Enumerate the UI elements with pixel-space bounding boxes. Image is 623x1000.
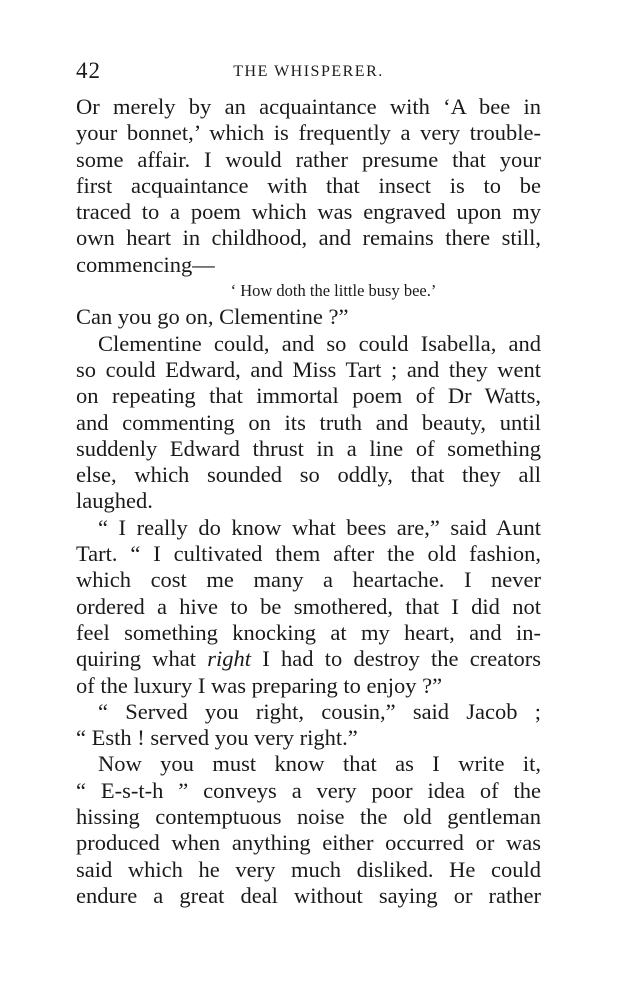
text-line: else, which sounded so oddly, that they all (76, 462, 541, 488)
text-line: Can you go on, Clementine ?” (76, 304, 349, 330)
text-line: traced to a poem which was engraved upon my (76, 199, 541, 225)
text-line: “ E-s-t-h ” conveys a very poor idea of the (76, 777, 541, 803)
text-line: commencing— (76, 251, 215, 277)
poem-quotation: ‘ How doth the little busy bee.’ (230, 281, 437, 301)
text-line: on repeating that immortal poem of Dr Watts, (76, 383, 541, 409)
body-text (76, 94, 541, 909)
text-line: Clementine could, and so could Isabella, and (98, 330, 541, 356)
page-number: 42 (76, 58, 101, 83)
running-title: THE WHISPERER. (233, 63, 384, 80)
text-line: own heart in childhood, and remains there still, (76, 225, 541, 251)
text-line: ordered a hive to be smothered, that I did not (76, 593, 541, 619)
text-line: feel something knocking at my heart, and in- (76, 619, 541, 645)
text-line: so could Edward, and Miss Tart ; and they went (76, 356, 541, 382)
text-line: said which he very much disliked. He could (76, 856, 541, 882)
text-line: endure a great deal without saying or rather (76, 882, 541, 908)
text-line: Now you must know that as I write it, (98, 751, 541, 777)
page-header (76, 56, 541, 86)
text-line: hissing contemptuous noise the old gentleman (76, 804, 541, 830)
text-line: Tart. “ I cultivated them after the old fashion, (76, 541, 541, 567)
text-line: “ Served you right, cousin,” said Jacob ; (98, 698, 541, 724)
text-line: your bonnet,’ which is frequently a very trouble- (76, 120, 541, 146)
text-line: first acquaintance with that insect is to be (76, 172, 541, 198)
text-line: some affair. I would rather presume that your (76, 146, 541, 172)
text-line-with-italic (76, 646, 541, 672)
text-line: produced when anything either occurred or was (76, 830, 541, 856)
text-segment: quiring what (76, 646, 208, 672)
text-segment: I had to destroy the creators (251, 646, 541, 672)
text-line: and commenting on its truth and beauty, until (76, 409, 541, 435)
text-line: suddenly Edward thrust in a line of something (76, 435, 541, 461)
text-line: of the luxury I was preparing to enjoy ?” (76, 672, 443, 698)
text-line: which cost me many a heartache. I never (76, 567, 541, 593)
text-line: “ Esth ! served you very right.” (76, 725, 358, 751)
text-line: laughed. (76, 488, 153, 514)
italic-word: right (207, 646, 252, 672)
text-line: Or merely by an acquaintance with ‘A bee in (76, 94, 541, 119)
text-line: “ I really do know what bees are,” said Aunt (98, 514, 541, 540)
